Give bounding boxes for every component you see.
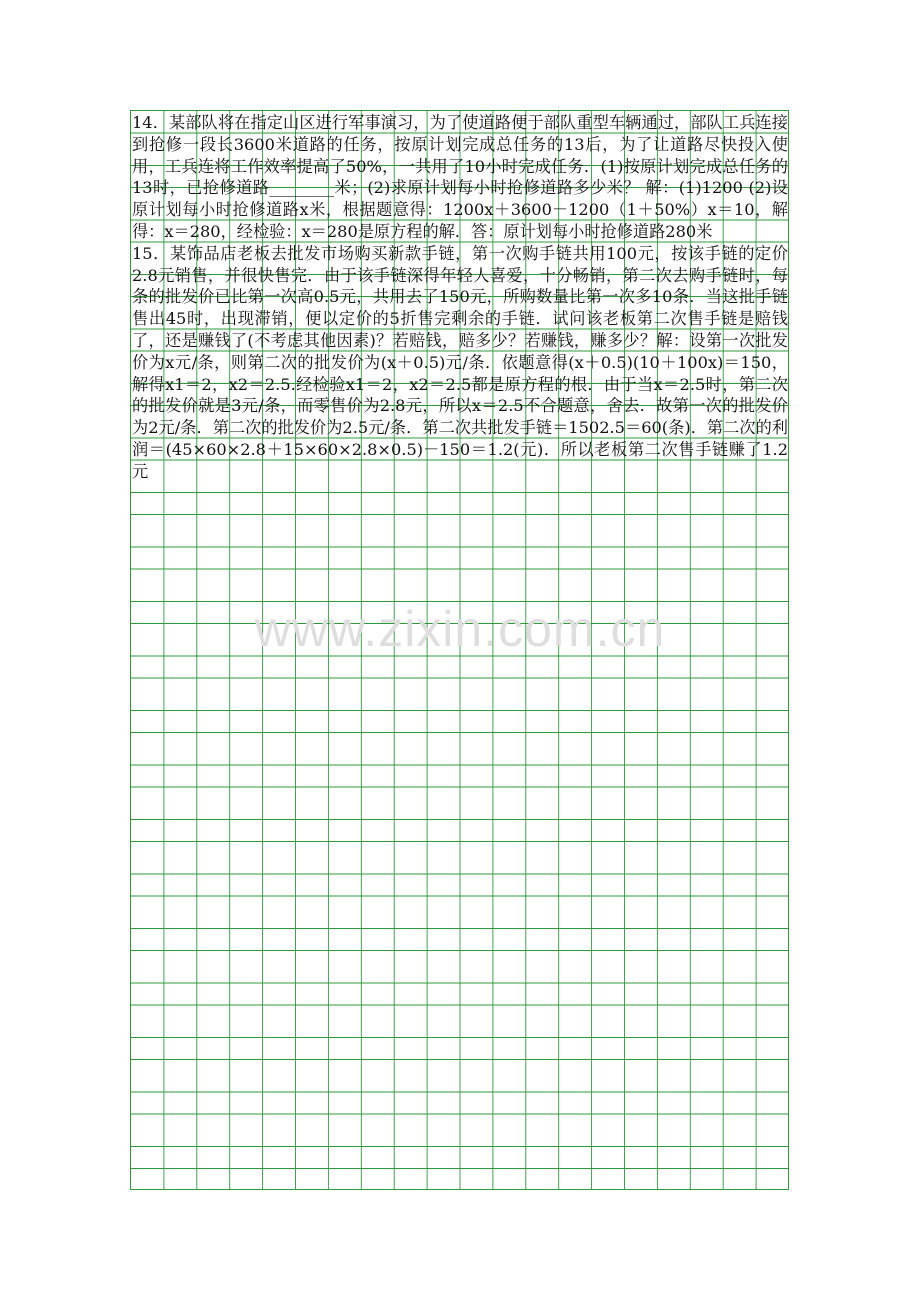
- watermark: www.zixin.com.cn: [254, 601, 666, 657]
- question-text: 某部队将在指定山区进行军事演习，为了使道路便于部队重型车辆通过，部队工兵连接到抢修一段长3600米道路的任务，按原计划完成总任务的13后，为了让道路尽快投入使用，工兵连将工作效率提高了50%，一共用了10小时完成任务．(1)按原计划完成总任务的13时，已抢修道路________米；(2)求原计划每小时抢修道路多少米？ 解：(1)1200 (2)设原计划每小时抢修道路x米，根据题意得：1200x＋3600－1200（1＋50%）x＝10，解得：x＝280，经检验：x＝280是原方程的解．答：原计划每小时抢修道路280米: [132, 113, 788, 241]
- question-number: 14．: [132, 113, 169, 132]
- question-list: [132, 112, 788, 483]
- question-number: 15．: [132, 243, 170, 263]
- question-15: [132, 243, 788, 483]
- question-14: [132, 112, 788, 243]
- question-text: 某饰品店老板去批发市场购买新款手链，第一次购手链共用100元，按该手链的定价2.8元销售，并很快售完．由于该手链深得年轻人喜爱，十分畅销，第二次去购手链时，每条的批发价已比第一次高0.5元，共用去了150元，所购数量比第一次多10条．当这批手链售出45时，出现滞销，便以定价的5折售完剩余的手链．试问该老板第二次售手链是赔钱了，还是赚钱了(不考虑其他因素)？若赔钱，赔多少？若赚钱，赚多少？解：设第一次批发价为x元/条，则第二次的批发价为(x＋0.5)元/条．依题意得(x＋0.5)(10＋100x)＝150，解得x1＝2，x2＝2.5.经检验x1＝2，x2＝2.5都是原方程的根．由于当x＝2.5时，第二次的批发价就是3元/条，而零售价为2.8元，所以x＝2.5不合题意，舍去．故第一次的批发价为2元/条．第二次的批发价为2.5元/条．第二次共批发手链＝1502.5＝60(条)．第二次的利润＝(45×60×2.8＋15×60×2.8×0.5)－150＝1.2(元)．所以老板第二次售手链赚了1.2元: [132, 243, 788, 481]
